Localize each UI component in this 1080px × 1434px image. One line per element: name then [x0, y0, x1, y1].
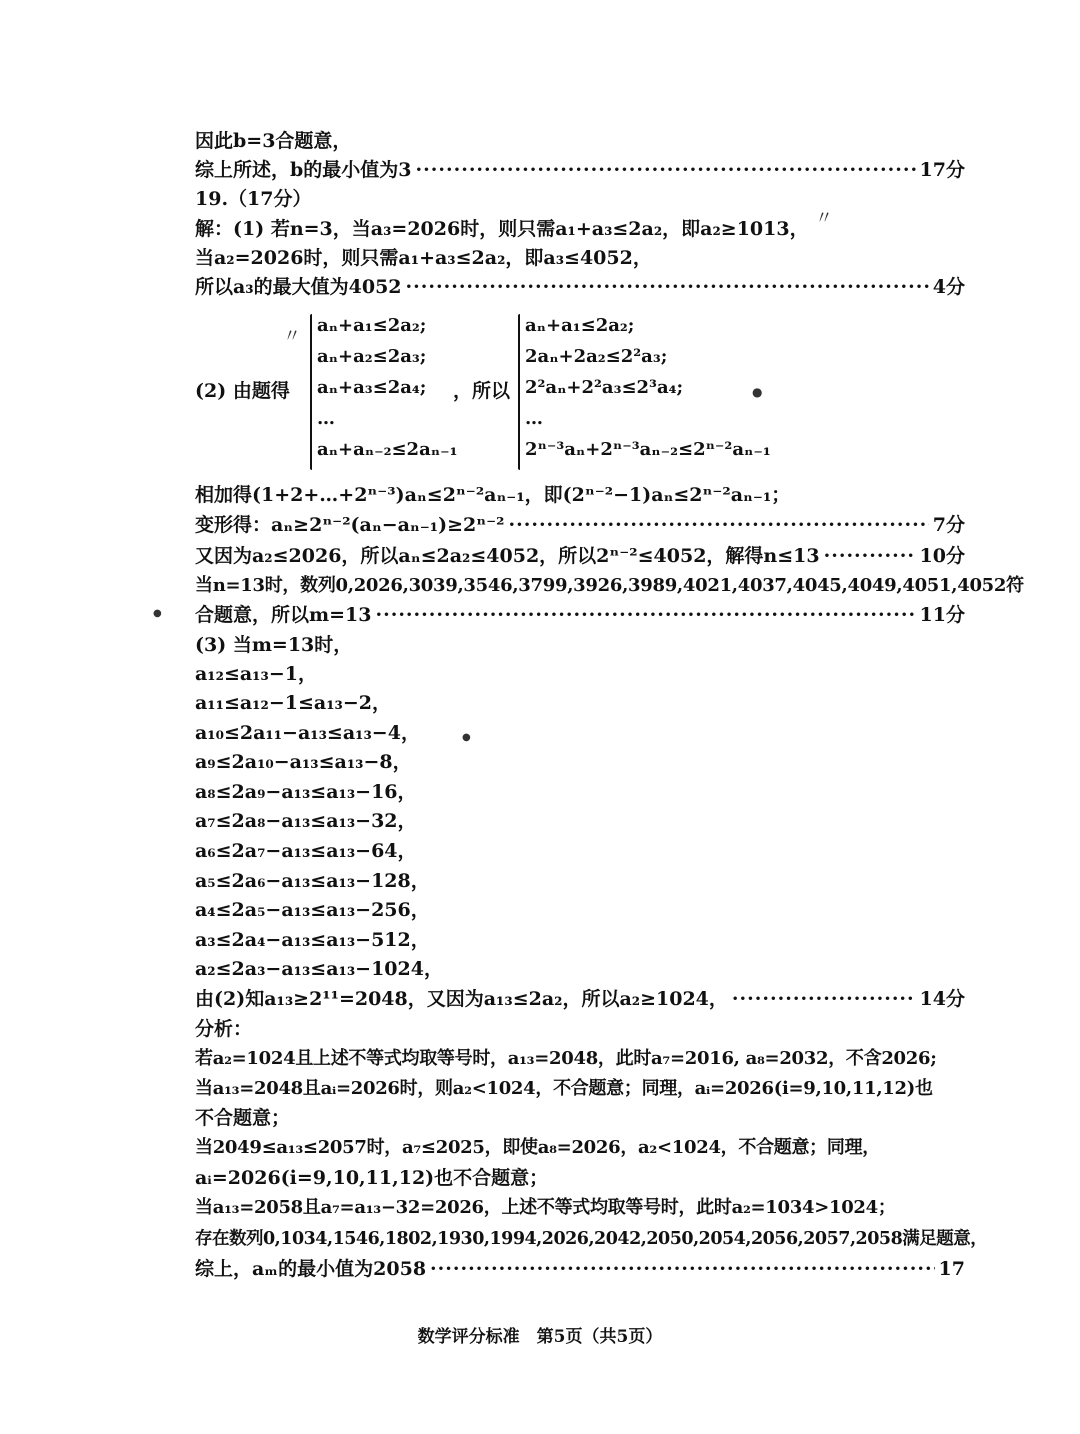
- question-19-heading: 19.（17分）: [195, 188, 312, 210]
- score-7: 7分: [932, 514, 965, 536]
- line-b-eq-3: 因此b=3合题意，: [195, 130, 352, 152]
- line-analysis: 分析：: [195, 1018, 253, 1040]
- ineq-a11: a₁₁≤a₁₂−1≤a₁₃−2，: [195, 692, 391, 714]
- page-footer: 数学评分标准 第5页（共5页）: [417, 1327, 663, 1347]
- ineq-a2: a₂≤2a₃−a₁₃≤a₁₃−1024，: [195, 958, 443, 980]
- line-sum: 相加得(1+2+…+2ⁿ⁻³)aₙ≤2ⁿ⁻²aₙ₋₁，即(2ⁿ⁻²−1)aₙ≤2ⁿ⁻²aₙ₋₁；: [195, 484, 791, 506]
- score-14: 14分: [919, 988, 965, 1010]
- ink-dot: ●: [462, 732, 471, 743]
- ink-dot: ●: [752, 385, 763, 399]
- right-system: aₙ+a₁≤2a₂; 2aₙ+2a₂≤2²a₃; 2²aₙ+2²a₃≤2³a₄; … 2ⁿ⁻³aₙ+2ⁿ⁻³aₙ₋₂≤2ⁿ⁻²aₙ₋₁: [525, 315, 771, 460]
- ineq-a6: a₆≤2a₇−a₁₃≤a₁₃−64，: [195, 840, 417, 862]
- line-n13-sequence: 当n=13时，数列0,2026,3039,3546,3799,3926,3989,4021,4037,4045,4049,4051,4052符: [195, 575, 1024, 596]
- ineq-a10: a₁₀≤2a₁₁−a₁₃≤a₁₃−4，: [195, 722, 420, 744]
- line-not-valid-2: aᵢ=2026(i=9,10,11,12)也不合题意；: [195, 1167, 549, 1189]
- line-m13: 合题意，所以m=13 ····· 11分: [195, 602, 965, 628]
- line-conclusion: 综上，aₘ的最小值为2058 ····· 17: [195, 1256, 965, 1282]
- right-brace: [518, 314, 520, 470]
- score-4: 4分: [932, 276, 965, 298]
- score-17b: 17: [938, 1258, 965, 1280]
- line-b-min: 综上所述，b的最小值为3 ····· 17分: [195, 157, 965, 183]
- line-sequence-exists: 存在数列0,1034,1546,1802,1930,1994,2026,2042,2050,2054,2056,2057,2058满足题意，: [195, 1229, 988, 1249]
- ineq-a12: a₁₂≤a₁₃−1，: [195, 663, 317, 685]
- system-label: (2) 由题得: [195, 380, 290, 402]
- system-connector: ，所以: [453, 380, 511, 402]
- ineq-a9: a₉≤2a₁₀−a₁₃≤a₁₃−8，: [195, 751, 412, 773]
- line-case-2049-2057: 当2049≤a₁₃≤2057时，a₇≤2025，即使a₈=2026，a₂<1024，不合题意；同理，: [195, 1137, 880, 1158]
- line-n-bound: 又因为a₂≤2026，所以aₙ≤2a₂≤4052，所以2ⁿ⁻²≤4052，解得n≤13 ····· 10分: [195, 543, 965, 569]
- left-brace: [310, 314, 312, 470]
- left-system: aₙ+a₁≤2a₂; aₙ+a₂≤2a₃; aₙ+a₃≤2a₄; … aₙ+aₙ₋₂≤2aₙ₋₁: [317, 315, 458, 460]
- line-part1-a: 解：(1) 若n=3，当a₃=2026时，则只需a₁+a₃≤2a₂，即a₂≥1013，: [195, 218, 809, 240]
- score-17a: 17分: [919, 159, 965, 181]
- ineq-a3: a₃≤2a₄−a₁₃≤a₁₃−512，: [195, 929, 430, 951]
- line-case-2058: 当a₁₃=2058且a₇=a₁₃−32=2026，上述不等式均取等号时，此时a₂=1034>1024；: [195, 1197, 896, 1218]
- handwritten-mark: 〃: [283, 326, 301, 347]
- ineq-a5: a₅≤2a₆−a₁₃≤a₁₃−128，: [195, 870, 430, 892]
- ineq-a7: a₇≤2a₈−a₁₃≤a₁₃−32，: [195, 810, 417, 832]
- score-10: 10分: [919, 545, 965, 567]
- handwritten-mark: 〃: [815, 208, 833, 229]
- line-transform: 变形得：aₙ≥2ⁿ⁻²(aₙ−aₙ₋₁)≥2ⁿ⁻² ····· 7分: [195, 512, 965, 538]
- ink-dot: ●: [153, 608, 162, 619]
- line-part1-max: 所以a₃的最大值为4052 ····· 4分: [195, 274, 965, 300]
- ineq-a8: a₈≤2a₉−a₁₃≤a₁₃−16，: [195, 781, 417, 803]
- line-part3-heading: (3) 当m=13时，: [195, 634, 353, 656]
- score-11: 11分: [919, 604, 965, 626]
- line-not-valid-1: 不合题意；: [195, 1107, 291, 1129]
- line-part1-b: 当a₂=2026时，则只需a₁+a₃≤2a₂，即a₃≤4052，: [195, 247, 652, 269]
- line-case-2048: 当a₁₃=2048且aᵢ=2026时，则a₂<1024，不合题意；同理，aᵢ=2026(i=9,10,11,12)也: [195, 1078, 933, 1099]
- line-from-part2: 由(2)知a₁₃≥2¹¹=2048，又因为a₁₃≤2a₂，所以a₂≥1024， ····· 14分: [195, 986, 965, 1012]
- ineq-a4: a₄≤2a₅−a₁₃≤a₁₃−256，: [195, 899, 430, 921]
- line-case-1024: 若a₂=1024且上述不等式均取等号时，a₁₃=2048，此时a₇=2016, a₈=2032，不含2026;: [195, 1048, 937, 1069]
